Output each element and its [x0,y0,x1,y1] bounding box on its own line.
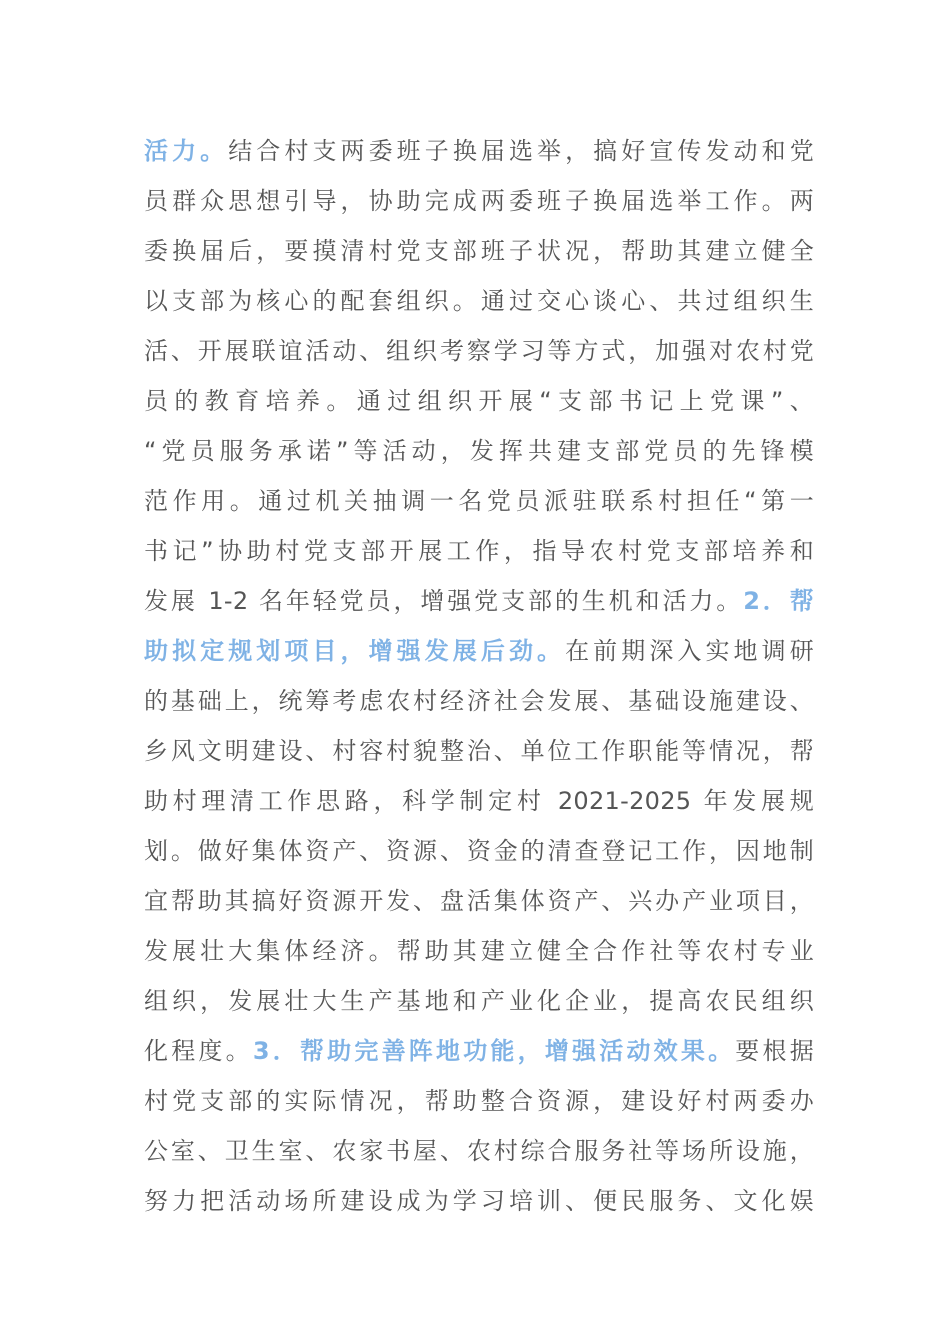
body-text [144,126,814,1226]
body-text-segment: “党员服务承诺”等活动，发挥共建支部党员的先锋模 [144,437,814,465]
text-line [144,1076,814,1126]
text-line [144,426,814,476]
highlighted-heading-text: 活力。 [144,137,229,165]
highlighted-heading-text: 2．帮 [743,587,814,615]
text-line [144,376,814,426]
body-text-segment: 委换届后，要摸清村党支部班子状况，帮助其建立健全 [144,237,814,265]
text-line [144,326,814,376]
body-text-segment: 组织，发展壮大生产基地和产业化企业，提高农民组织 [144,987,814,1015]
text-line [144,926,814,976]
body-text-segment: 范作用。通过机关抽调一名党员派驻联系村担任“第一 [144,487,814,515]
highlighted-heading-text: 3．帮助完善阵地功能，增强活动效果。 [252,1037,736,1065]
text-line [144,626,814,676]
body-text-segment: 发展壮大集体经济。帮助其建立健全合作社等农村专业 [144,937,814,965]
highlighted-heading-text: 助拟定规划项目，增强发展后劲。 [144,637,566,665]
text-line [144,526,814,576]
text-line [144,276,814,326]
text-line [144,576,814,626]
text-line [144,726,814,776]
text-line [144,226,814,276]
text-line [144,676,814,726]
body-text-segment: 努力把活动场所建设成为学习培训、便民服务、文化娱 [144,1187,814,1215]
text-line [144,176,814,226]
body-text-segment: 化程度。 [144,1037,253,1065]
body-text-segment: 公室、卫生室、农家书屋、农村综合服务社等场所设施， [144,1137,814,1165]
body-text-segment: 结合村支两委班子换届选举，搞好宣传发动和党 [228,137,814,165]
body-text-segment: 以支部为核心的配套组织。通过交心谈心、共过组织生 [144,287,814,315]
text-line [144,1126,814,1176]
body-text-segment: 村党支部的实际情况，帮助整合资源，建设好村两委办 [144,1087,814,1115]
body-text-segment: 书记”协助村党支部开展工作，指导农村党支部培养和 [144,537,814,565]
body-text-segment: 活、开展联谊活动、组织考察学习等方式，加强对农村党 [144,337,814,365]
body-text-segment: 发展 1-2 名年轻党员，增强党支部的生机和活力。 [144,587,744,615]
text-line [144,1026,814,1076]
text-line [144,126,814,176]
text-line [144,776,814,826]
body-text-segment: 要根据 [735,1037,814,1065]
text-line [144,476,814,526]
body-text-segment: 宜帮助其搞好资源开发、盘活集体资产、兴办产业项目， [144,887,814,915]
body-text-segment: 助村理清工作思路，科学制定村 2021-2025 年发展规 [144,787,814,815]
text-line [144,1176,814,1226]
body-text-segment: 在前期深入实地调研 [565,637,814,665]
body-text-segment: 员群众思想引导，协助完成两委班子换届选举工作。两 [144,187,814,215]
body-text-segment: 员的教育培养。通过组织开展“支部书记上党课”、 [144,387,814,415]
body-text-segment: 划。做好集体资产、资源、资金的清查登记工作，因地制 [144,837,814,865]
body-text-segment: 乡风文明建设、村容村貌整治、单位工作职能等情况，帮 [144,737,814,765]
body-text-segment: 的基础上，统筹考虑农村经济社会发展、基础设施建设、 [144,687,814,715]
text-line [144,876,814,926]
text-line [144,826,814,876]
text-line [144,976,814,1026]
